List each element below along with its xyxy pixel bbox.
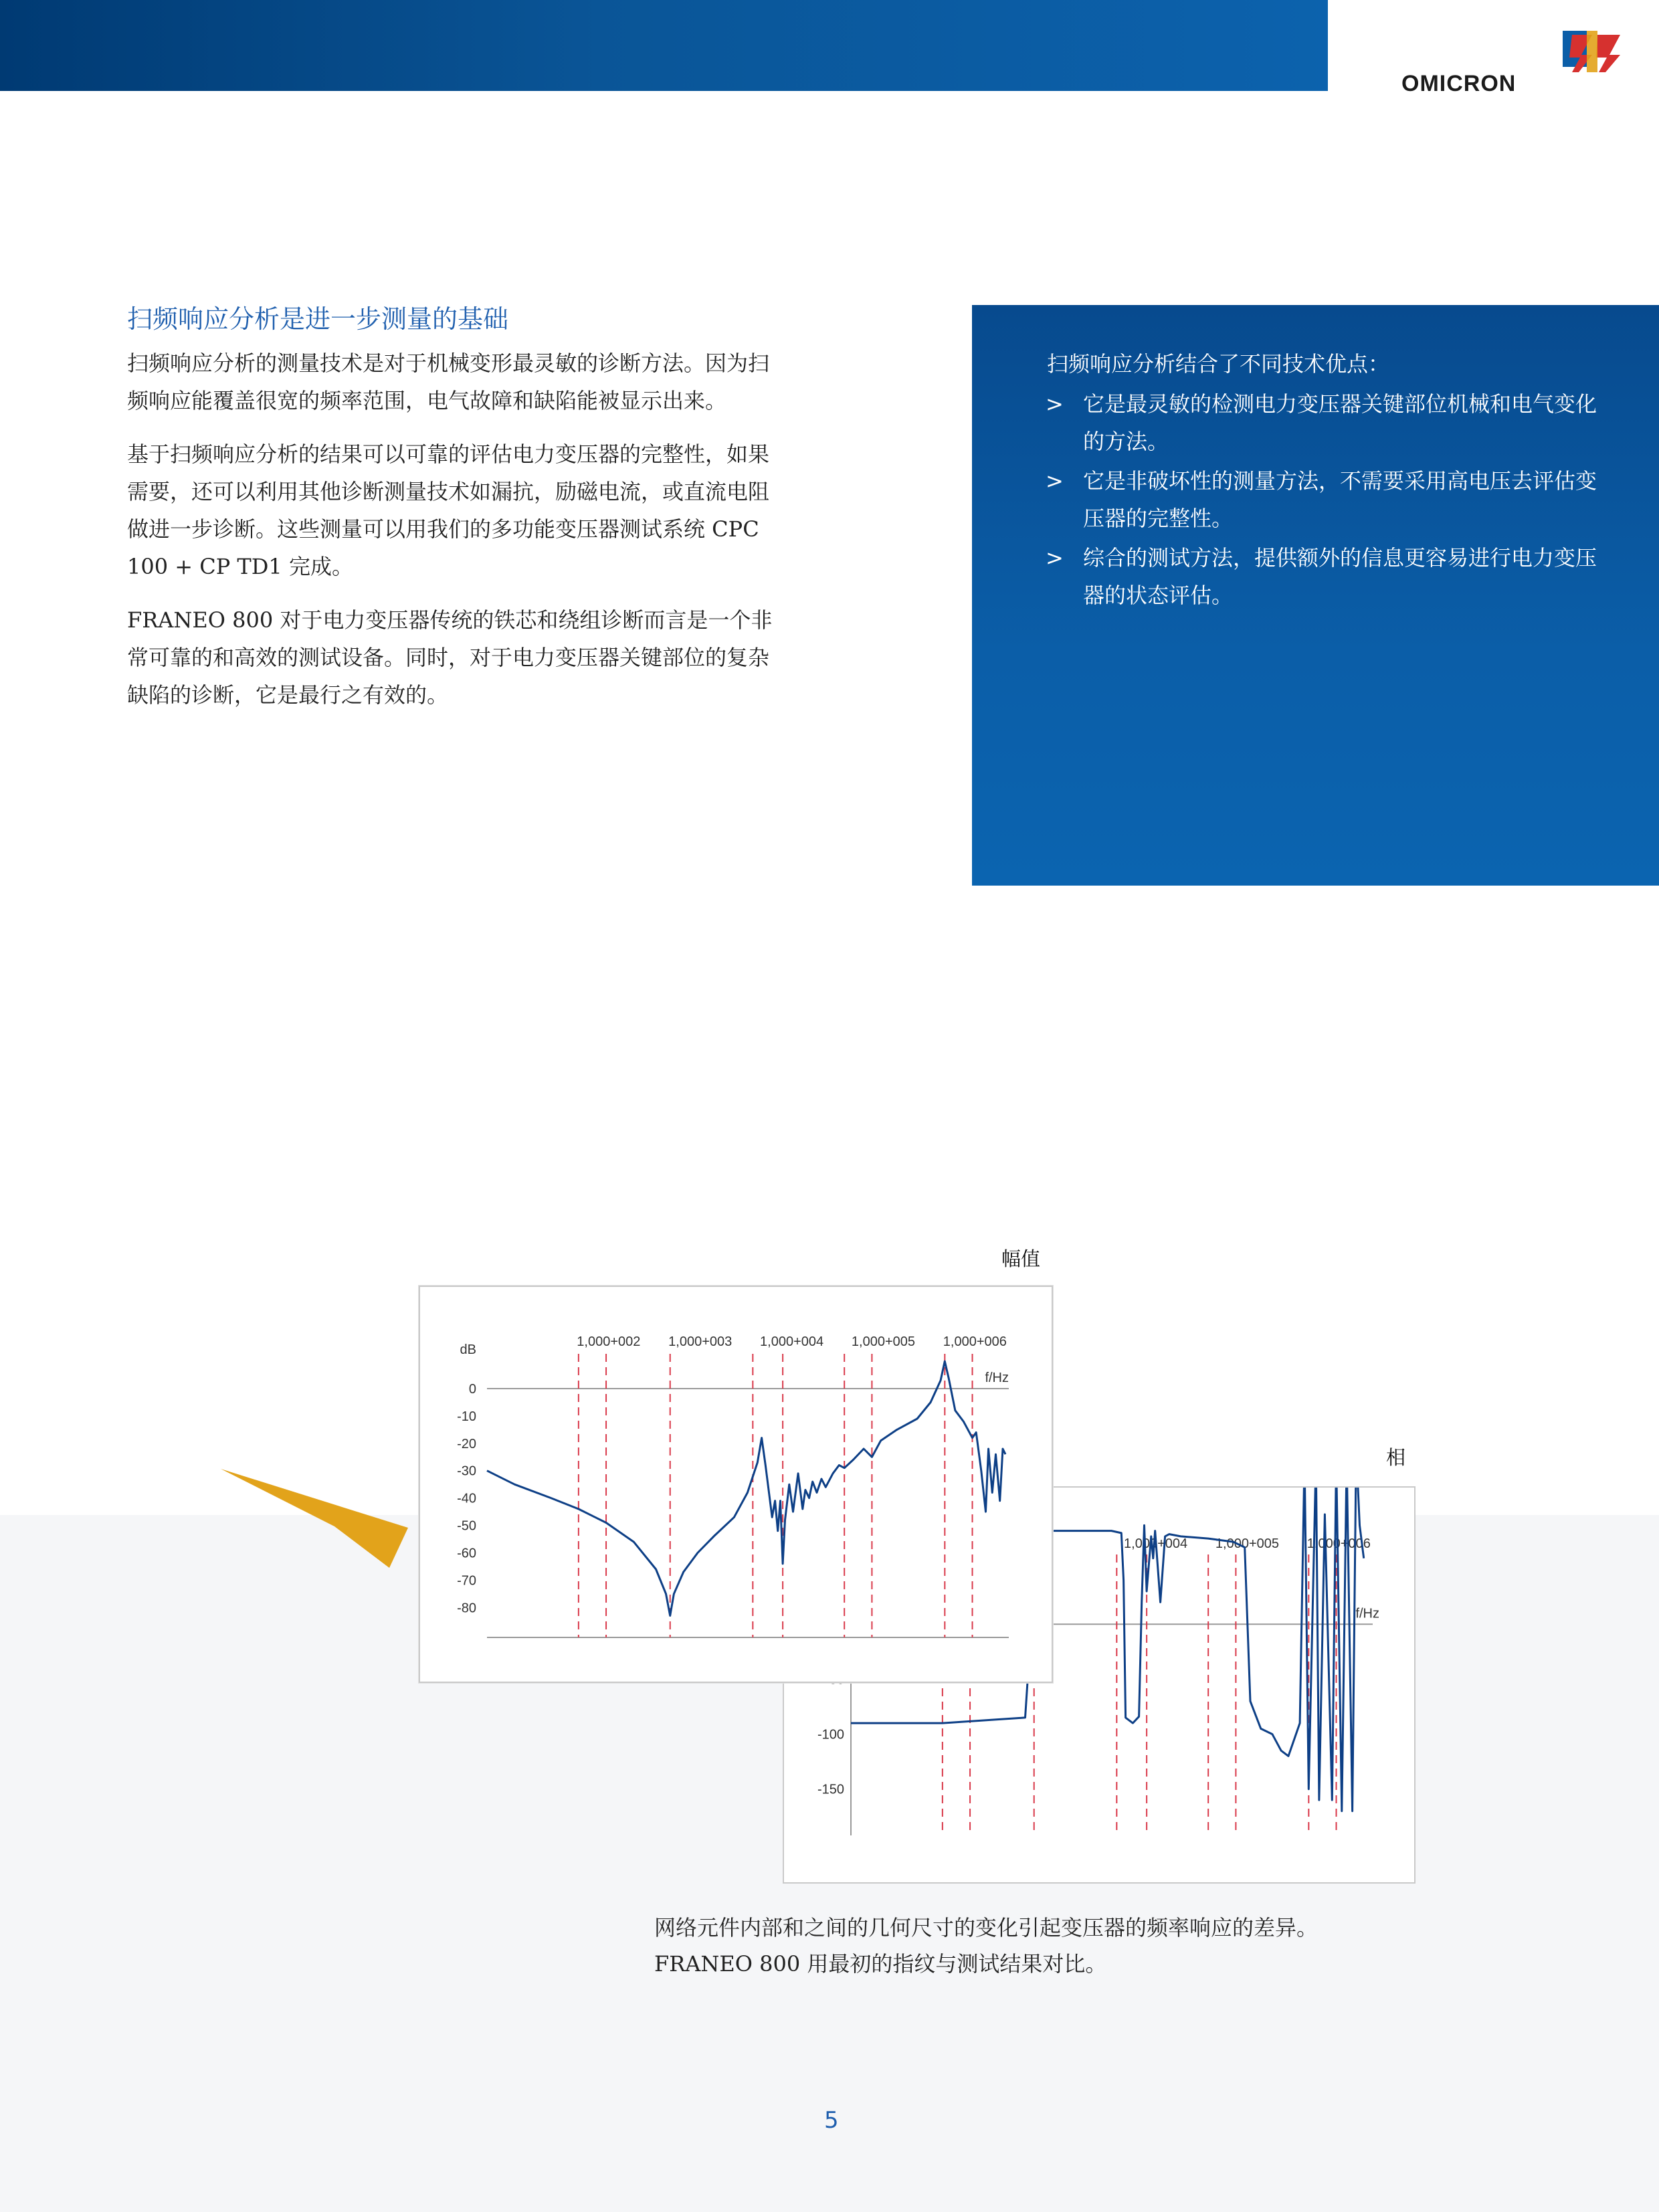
header-band	[0, 0, 1328, 91]
bullet-text: 综合的测试方法，提供额外的信息更容易进行电力变压器的状态评估。	[1083, 545, 1597, 608]
phase-chart-title: 相	[1386, 1446, 1406, 1469]
y-tick-label: -70	[457, 1573, 476, 1589]
y-tick-label: 0	[468, 1382, 476, 1397]
bullet-text: 它是最灵敏的检测电力变压器关键部位机械和电气变化的方法。	[1083, 391, 1597, 454]
x-tick-label: 1,000+006	[943, 1334, 1007, 1349]
y-tick-label: -20	[457, 1436, 476, 1451]
body-text-column	[127, 344, 783, 730]
page-number: 5	[824, 2107, 839, 2134]
omicron-logo-icon	[1559, 28, 1632, 76]
y-tick-label: -40	[457, 1491, 476, 1506]
magnitude-chart-frame	[419, 1286, 1053, 1683]
caption-line-2: FRANEO 800 用最初的指纹与测试结果对比。	[654, 1951, 1107, 1977]
y-axis-label: dB	[460, 1342, 476, 1357]
y-tick-label: -60	[457, 1546, 476, 1561]
x-tick-label: 1,000+005	[851, 1334, 916, 1349]
x-tick-label: 1,000+003	[668, 1334, 733, 1349]
x-axis-label: f/Hz	[985, 1371, 1009, 1385]
paragraph-1: 扫频响应分析的测量技术是对于机械变形最灵敏的诊断方法。因为扫频响应能覆盖很宽的频率范围，电气故障和缺陷能被显示出来。	[127, 350, 770, 413]
y-tick-label: -50	[457, 1518, 476, 1534]
advantage-bullet	[1046, 385, 1601, 460]
y-tick-label: -100	[817, 1727, 844, 1742]
omicron-logo	[1401, 25, 1629, 99]
y-tick-label: -30	[457, 1464, 476, 1479]
pointer-arrow-icon	[214, 1458, 415, 1572]
magnitude-chart	[420, 1287, 1052, 1682]
x-tick-label: 1,000+004	[1124, 1536, 1188, 1551]
bullet-marker: >	[1046, 468, 1064, 494]
caption-line-1: 网络元件内部和之间的几何尺寸的变化引起变压器的频率响应的差异。	[654, 1915, 1319, 1940]
paragraph-2: 基于扫频响应分析的结果可以可靠的评估电力变压器的完整性，如果需要，还可以利用其他诊断测量技术如漏抗，励磁电流，或直流电阻做进一步诊断。这些测量可以用我们的多功能变压器测试系统 CPC 100 + CP TD1 完成。	[127, 441, 770, 579]
paragraph-3: FRANEO 800 对于电力变压器传统的铁芯和绕组诊断而言是一个非常可靠的和高效的测试设备。同时，对于电力变压器关键部位的复杂缺陷的诊断，它是最行之有效的。	[127, 607, 773, 708]
figure-caption	[654, 1910, 1318, 1982]
magnitude-chart-title: 幅值	[1001, 1247, 1041, 1270]
x-tick-label: 1,000+004	[760, 1334, 824, 1349]
bullet-text: 它是非破坏性的测量方法，不需要采用高电压去评估变压器的完整性。	[1083, 468, 1597, 531]
x-tick-label: 1,000+006	[1306, 1536, 1371, 1551]
y-tick-label: -150	[817, 1782, 844, 1797]
y-tick-label: -10	[457, 1409, 476, 1424]
advantages-intro: 扫频响应分析结合了不同技术优点：	[1047, 351, 1390, 377]
advantages-box	[972, 305, 1659, 886]
advantage-bullet	[1046, 539, 1601, 614]
advantage-bullet	[1046, 462, 1601, 537]
magnitude-series-line	[487, 1361, 1005, 1615]
section-title: 扫频响应分析是进一步测量的基础	[127, 304, 509, 334]
bullet-marker: >	[1046, 545, 1064, 571]
y-tick-label: -80	[457, 1601, 476, 1616]
x-axis-label: f/Hz	[1355, 1606, 1379, 1621]
bullet-marker: >	[1046, 391, 1064, 417]
x-tick-label: 1,000+002	[577, 1334, 641, 1349]
x-tick-label: 1,000+005	[1215, 1536, 1280, 1551]
logo-text: OMICRON	[1401, 71, 1517, 96]
